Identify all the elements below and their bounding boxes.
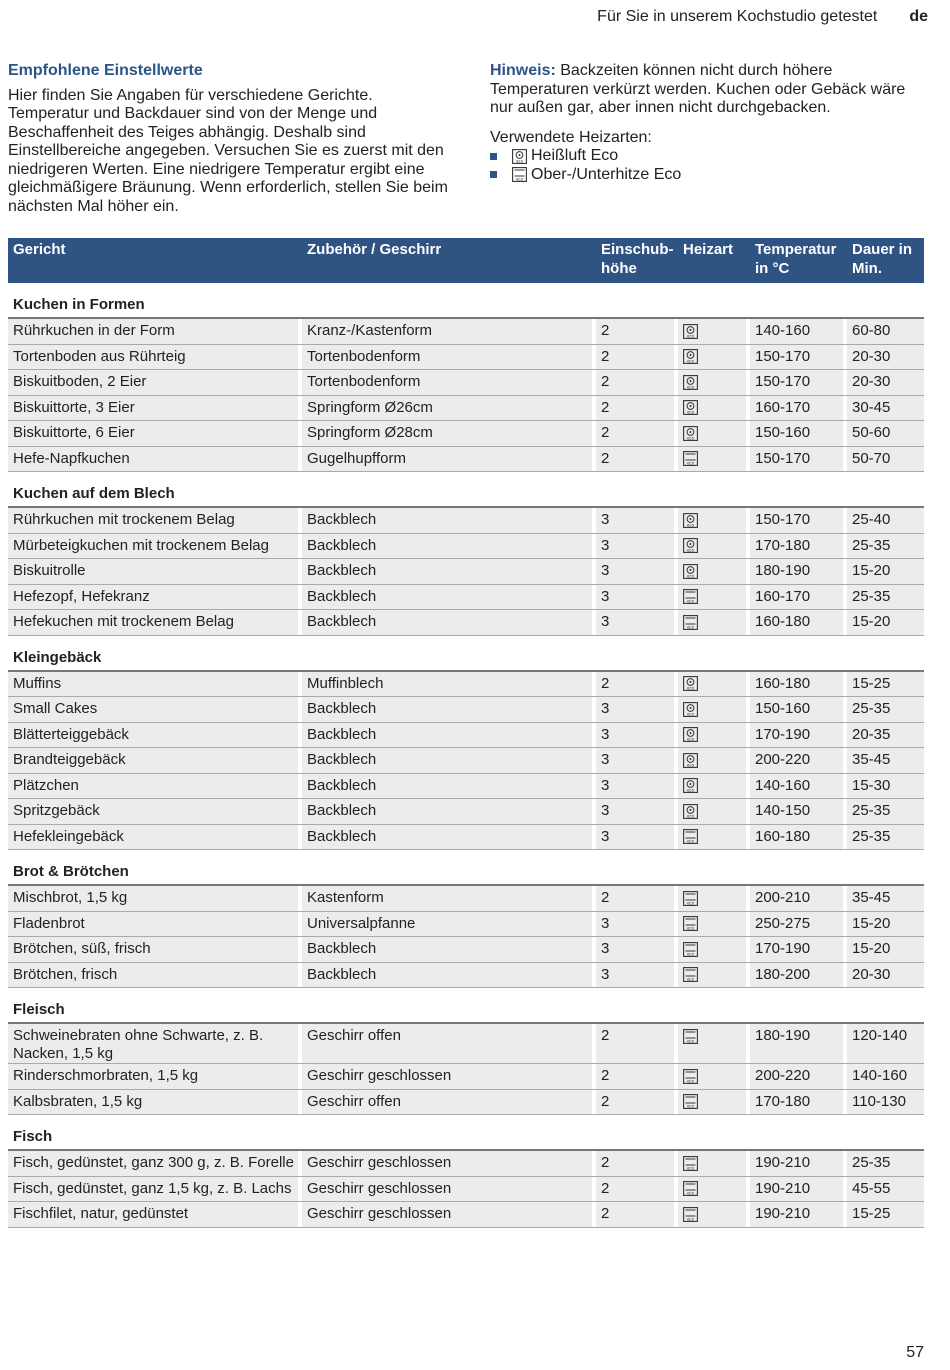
- heizart-cell: [678, 748, 750, 773]
- gericht-cell: Biskuitboden, 2 Eier: [8, 370, 302, 395]
- section-title: Kuchen auf dem Blech: [8, 472, 924, 508]
- zubehoer-cell: Geschirr geschlossen: [302, 1202, 596, 1227]
- heissluft-eco-icon: [683, 400, 698, 415]
- heissluft-eco-icon: [683, 349, 698, 364]
- dauer-cell: 20-30: [847, 370, 924, 395]
- table-row: [8, 697, 924, 723]
- svg-text:eco: eco: [686, 787, 695, 793]
- ober-unterhitze-eco-icon: [683, 829, 698, 844]
- zubehoer-cell: Geschirr geschlossen: [302, 1151, 596, 1176]
- einschub-cell: 2: [596, 345, 678, 370]
- gericht-cell: Brötchen, süß, frisch: [8, 937, 302, 962]
- temperatur-cell: 170-180: [750, 1090, 847, 1115]
- heissluft-eco-icon: [683, 727, 698, 742]
- heizart-cell: [678, 1064, 750, 1089]
- heizart-cell: [678, 963, 750, 988]
- einschub-cell: 2: [596, 672, 678, 697]
- svg-text:eco: eco: [686, 547, 695, 553]
- temperatur-cell: 170-180: [750, 534, 847, 559]
- table-row: [8, 937, 924, 963]
- heating-mode-item: [490, 166, 930, 185]
- heizart-cell: [678, 723, 750, 748]
- gericht-cell: Hefe-Napfkuchen: [8, 447, 302, 472]
- ober-unterhitze-eco-icon: [683, 1094, 698, 1109]
- dauer-cell: 120-140: [847, 1024, 924, 1063]
- table-row: [8, 1177, 924, 1203]
- gericht-cell: Rührkuchen in der Form: [8, 319, 302, 344]
- temperatur-cell: 140-160: [750, 774, 847, 799]
- section-title: Fisch: [8, 1115, 924, 1151]
- temperatur-cell: 170-190: [750, 723, 847, 748]
- temperatur-cell: 150-160: [750, 421, 847, 446]
- einschub-cell: 3: [596, 799, 678, 824]
- dauer-cell: 25-35: [847, 799, 924, 824]
- heizart-cell: [678, 937, 750, 962]
- svg-text:eco: eco: [686, 1216, 695, 1222]
- bullet-icon: [490, 153, 497, 160]
- svg-text:eco: eco: [686, 1078, 695, 1084]
- dauer-cell: 20-30: [847, 963, 924, 988]
- section-title: Kuchen in Formen: [8, 283, 924, 319]
- temperatur-cell: 150-170: [750, 345, 847, 370]
- dauer-cell: 25-35: [847, 825, 924, 850]
- svg-text:eco: eco: [686, 1165, 695, 1171]
- zubehoer-cell: Geschirr geschlossen: [302, 1064, 596, 1089]
- einschub-cell: 3: [596, 723, 678, 748]
- heizart-cell: [678, 396, 750, 421]
- page-number: 57: [906, 1344, 924, 1361]
- gericht-cell: Fisch, gedünstet, ganz 1,5 kg, z. B. Lachs: [8, 1177, 302, 1202]
- intro-heading: Empfohlene Einstellwerte: [8, 62, 203, 79]
- table-row: [8, 1024, 924, 1064]
- gericht-cell: Brandteiggebäck: [8, 748, 302, 773]
- temperatur-cell: 160-170: [750, 585, 847, 610]
- svg-text:eco: eco: [686, 333, 695, 339]
- svg-text:eco: eco: [686, 409, 695, 415]
- ober-unterhitze-eco-icon: [683, 1156, 698, 1171]
- temperatur-cell: 160-180: [750, 610, 847, 635]
- used-modes-label: Verwendete Heizarten:: [490, 128, 652, 146]
- table-row: [8, 396, 924, 422]
- heizart-cell: [678, 799, 750, 824]
- section-title: Brot & Brötchen: [8, 850, 924, 886]
- column-header: Zubehör / Geschirr: [307, 241, 442, 258]
- heizart-cell: [678, 319, 750, 344]
- temperatur-cell: 250-275: [750, 912, 847, 937]
- table-row: [8, 886, 924, 912]
- temperatur-cell: 200-210: [750, 886, 847, 911]
- heating-mode-label: Ober-/Unterhitze Eco: [531, 165, 682, 183]
- heissluft-eco-icon: [683, 538, 698, 553]
- svg-text:eco: eco: [686, 813, 695, 819]
- dauer-cell: 30-45: [847, 396, 924, 421]
- dauer-cell: 110-130: [847, 1090, 924, 1115]
- temperatur-cell: 190-210: [750, 1177, 847, 1202]
- gericht-cell: Hefezopf, Hefekranz: [8, 585, 302, 610]
- zubehoer-cell: Backblech: [302, 723, 596, 748]
- svg-text:eco: eco: [686, 838, 695, 844]
- heizart-cell: [678, 886, 750, 911]
- heating-mode-item: [490, 147, 930, 166]
- zubehoer-cell: Backblech: [302, 697, 596, 722]
- table-header: [8, 238, 924, 283]
- table-row: [8, 370, 924, 396]
- heizart-cell: [678, 421, 750, 446]
- heizart-cell: [678, 1177, 750, 1202]
- zubehoer-cell: Muffinblech: [302, 672, 596, 697]
- dauer-cell: 140-160: [847, 1064, 924, 1089]
- einschub-cell: 3: [596, 534, 678, 559]
- heizart-cell: [678, 825, 750, 850]
- table-row: [8, 345, 924, 371]
- temperatur-cell: 140-160: [750, 319, 847, 344]
- dauer-cell: 50-60: [847, 421, 924, 446]
- dauer-cell: 25-40: [847, 508, 924, 533]
- svg-text:eco: eco: [686, 736, 695, 742]
- temperatur-cell: 150-160: [750, 697, 847, 722]
- table-row: [8, 1151, 924, 1177]
- column-header: Einschub- höhe: [601, 241, 674, 277]
- hint-label: Hinweis:: [490, 62, 556, 79]
- svg-text:eco: eco: [686, 598, 695, 604]
- heizart-cell: [678, 1151, 750, 1176]
- heizart-cell: [678, 559, 750, 584]
- table-row: [8, 912, 924, 938]
- svg-text:eco: eco: [686, 624, 695, 630]
- ober-unterhitze-eco-icon: [683, 967, 698, 982]
- gericht-cell: Rührkuchen mit trockenem Belag: [8, 508, 302, 533]
- dauer-cell: 25-35: [847, 697, 924, 722]
- table-row: [8, 508, 924, 534]
- zubehoer-cell: Tortenbodenform: [302, 370, 596, 395]
- heizart-cell: [678, 912, 750, 937]
- temperatur-cell: 150-170: [750, 447, 847, 472]
- einschub-cell: 3: [596, 559, 678, 584]
- table-row: [8, 559, 924, 585]
- dauer-cell: 25-35: [847, 1151, 924, 1176]
- zubehoer-cell: Backblech: [302, 963, 596, 988]
- temperatur-cell: 150-170: [750, 370, 847, 395]
- gericht-cell: Small Cakes: [8, 697, 302, 722]
- svg-text:eco: eco: [686, 951, 695, 957]
- dauer-cell: 25-35: [847, 585, 924, 610]
- svg-text:eco: eco: [686, 900, 695, 906]
- table-row: [8, 723, 924, 749]
- einschub-cell: 3: [596, 774, 678, 799]
- einschub-cell: 2: [596, 396, 678, 421]
- zubehoer-cell: Springform Ø28cm: [302, 421, 596, 446]
- ober-unterhitze-eco-icon: [683, 1181, 698, 1196]
- ober-unterhitze-eco-icon: [683, 615, 698, 630]
- gericht-cell: Tortenboden aus Rührteig: [8, 345, 302, 370]
- dauer-cell: 15-25: [847, 672, 924, 697]
- einschub-cell: 2: [596, 447, 678, 472]
- table-row: [8, 799, 924, 825]
- gericht-cell: Fisch, gedünstet, ganz 300 g, z. B. Forelle: [8, 1151, 302, 1176]
- heizart-cell: [678, 697, 750, 722]
- svg-text:eco: eco: [686, 685, 695, 691]
- gericht-cell: Biskuittorte, 6 Eier: [8, 421, 302, 446]
- zubehoer-cell: Kastenform: [302, 886, 596, 911]
- zubehoer-cell: Backblech: [302, 774, 596, 799]
- svg-text:eco: eco: [515, 158, 524, 164]
- gericht-cell: Spritzgebäck: [8, 799, 302, 824]
- gericht-cell: Biskuittorte, 3 Eier: [8, 396, 302, 421]
- einschub-cell: 3: [596, 963, 678, 988]
- dauer-cell: 25-35: [847, 534, 924, 559]
- dauer-cell: 15-20: [847, 559, 924, 584]
- heissluft-eco-icon: [683, 513, 698, 528]
- einschub-cell: 2: [596, 1090, 678, 1115]
- heissluft-eco-icon: [683, 426, 698, 441]
- ober-unterhitze-eco-icon: [683, 451, 698, 466]
- zubehoer-cell: Backblech: [302, 559, 596, 584]
- dauer-cell: 20-30: [847, 345, 924, 370]
- svg-text:eco: eco: [686, 522, 695, 528]
- svg-text:eco: eco: [686, 711, 695, 717]
- zubehoer-cell: Tortenbodenform: [302, 345, 596, 370]
- zubehoer-cell: Geschirr offen: [302, 1024, 596, 1063]
- table-row: [8, 421, 924, 447]
- language-tag: de: [909, 8, 928, 25]
- einschub-cell: 3: [596, 937, 678, 962]
- gericht-cell: Kalbsbraten, 1,5 kg: [8, 1090, 302, 1115]
- ober-unterhitze-eco-icon: [683, 1069, 698, 1084]
- einschub-cell: 2: [596, 319, 678, 344]
- heissluft-eco-icon: [683, 324, 698, 339]
- temperatur-cell: 180-190: [750, 1024, 847, 1063]
- table-row: [8, 963, 924, 989]
- settings-table: [8, 238, 924, 1228]
- svg-text:eco: eco: [686, 1190, 695, 1196]
- temperatur-cell: 190-210: [750, 1151, 847, 1176]
- heizart-cell: [678, 1202, 750, 1227]
- dauer-cell: 50-70: [847, 447, 924, 472]
- heissluft-eco-icon: [683, 676, 698, 691]
- heizart-cell: [678, 585, 750, 610]
- heissluft-eco-icon: [683, 564, 698, 579]
- dauer-cell: 35-45: [847, 886, 924, 911]
- svg-text:eco: eco: [686, 762, 695, 768]
- heating-mode-label: Heißluft Eco: [531, 147, 619, 164]
- hint-section: [490, 62, 930, 184]
- heating-modes-list: [490, 147, 930, 184]
- column-header: Heizart: [683, 241, 734, 258]
- temperatur-cell: 190-210: [750, 1202, 847, 1227]
- einschub-cell: 3: [596, 912, 678, 937]
- svg-text:eco: eco: [515, 176, 524, 182]
- heizart-cell: [678, 1090, 750, 1115]
- ober-unterhitze-eco-icon: [683, 1029, 698, 1044]
- heissluft-eco-icon: [683, 753, 698, 768]
- ober-unterhitze-eco-icon: [683, 891, 698, 906]
- dauer-cell: 60-80: [847, 319, 924, 344]
- heizart-cell: [678, 508, 750, 533]
- dauer-cell: 15-25: [847, 1202, 924, 1227]
- svg-text:eco: eco: [686, 925, 695, 931]
- svg-text:eco: eco: [686, 976, 695, 982]
- hint-paragraph: [490, 62, 930, 118]
- temperatur-cell: 160-170: [750, 396, 847, 421]
- zubehoer-cell: Geschirr offen: [302, 1090, 596, 1115]
- ober-unterhitze-eco-icon: [683, 1207, 698, 1222]
- einschub-cell: 2: [596, 370, 678, 395]
- svg-text:eco: eco: [686, 1103, 695, 1109]
- table-row: [8, 672, 924, 698]
- page-header: [597, 8, 928, 26]
- ober-unterhitze-eco-icon: [683, 916, 698, 931]
- einschub-cell: 3: [596, 610, 678, 635]
- table-row: [8, 774, 924, 800]
- einschub-cell: 2: [596, 1151, 678, 1176]
- temperatur-cell: 200-220: [750, 748, 847, 773]
- ober-unterhitze-eco-icon: [683, 589, 698, 604]
- einschub-cell: 2: [596, 886, 678, 911]
- column-header: Temperatur in °C: [755, 241, 837, 277]
- table-row: [8, 1064, 924, 1090]
- dauer-cell: 15-20: [847, 610, 924, 635]
- zubehoer-cell: Backblech: [302, 534, 596, 559]
- zubehoer-cell: Backblech: [302, 508, 596, 533]
- svg-text:eco: eco: [686, 358, 695, 364]
- ober-unterhitze-eco-icon: [683, 942, 698, 957]
- table-row: [8, 610, 924, 636]
- gericht-cell: Brötchen, frisch: [8, 963, 302, 988]
- einschub-cell: 3: [596, 508, 678, 533]
- einschub-cell: 2: [596, 1064, 678, 1089]
- heizart-cell: [678, 447, 750, 472]
- column-header: Gericht: [13, 241, 66, 258]
- zubehoer-cell: Universalpfanne: [302, 912, 596, 937]
- gericht-cell: Plätzchen: [8, 774, 302, 799]
- table-row: [8, 1090, 924, 1116]
- gericht-cell: Fischfilet, natur, gedünstet: [8, 1202, 302, 1227]
- table-row: [8, 585, 924, 611]
- dauer-cell: 15-30: [847, 774, 924, 799]
- heizart-cell: [678, 774, 750, 799]
- zubehoer-cell: Backblech: [302, 825, 596, 850]
- zubehoer-cell: Backblech: [302, 585, 596, 610]
- dauer-cell: 20-35: [847, 723, 924, 748]
- zubehoer-cell: Geschirr geschlossen: [302, 1177, 596, 1202]
- zubehoer-cell: Backblech: [302, 937, 596, 962]
- svg-text:eco: eco: [686, 1038, 695, 1044]
- temperatur-cell: 150-170: [750, 508, 847, 533]
- intro-text: Hier finden Sie Angaben für verschiedene Gerichte. Temperatur und Backdauer sind von der Menge und Beschaffenheit des Teiges abhängig. Deshalb sind Einstellbereiche angegeben. Versuchen Sie es zuerst mit den niedrigeren Werten. Eine niedrigere Temperatur ergibt eine gleichmäßigere Bräunung. Wenn erforderlich, stellen Sie beim nächsten Mal höher ein.: [8, 86, 448, 215]
- zubehoer-cell: Springform Ø26cm: [302, 396, 596, 421]
- table-row: [8, 748, 924, 774]
- einschub-cell: 2: [596, 1177, 678, 1202]
- temperatur-cell: 180-190: [750, 559, 847, 584]
- temperatur-cell: 140-150: [750, 799, 847, 824]
- table-row: [8, 447, 924, 473]
- intro-section: [8, 62, 448, 216]
- section-title: Kleingebäck: [8, 636, 924, 672]
- table-row: [8, 534, 924, 560]
- table-row: [8, 1202, 924, 1228]
- gericht-cell: Muffins: [8, 672, 302, 697]
- column-header: Dauer in Min.: [852, 241, 913, 277]
- gericht-cell: Rinderschmorbraten, 1,5 kg: [8, 1064, 302, 1089]
- gericht-cell: Schweinebraten ohne Schwarte, z. B. Nacken, 1,5 kg: [8, 1024, 302, 1063]
- temperatur-cell: 160-180: [750, 825, 847, 850]
- zubehoer-cell: Backblech: [302, 799, 596, 824]
- temperatur-cell: 200-220: [750, 1064, 847, 1089]
- table-row: [8, 319, 924, 345]
- zubehoer-cell: Kranz-/Kastenform: [302, 319, 596, 344]
- svg-text:eco: eco: [686, 384, 695, 390]
- dauer-cell: 45-55: [847, 1177, 924, 1202]
- heizart-cell: [678, 534, 750, 559]
- einschub-cell: 3: [596, 697, 678, 722]
- heissluft-eco-icon: [683, 778, 698, 793]
- table-row: [8, 825, 924, 851]
- einschub-cell: 3: [596, 585, 678, 610]
- zubehoer-cell: Backblech: [302, 748, 596, 773]
- gericht-cell: Biskuitrolle: [8, 559, 302, 584]
- gericht-cell: Fladenbrot: [8, 912, 302, 937]
- zubehoer-cell: Backblech: [302, 610, 596, 635]
- einschub-cell: 3: [596, 748, 678, 773]
- bullet-icon: [490, 171, 497, 178]
- heizart-cell: [678, 1024, 750, 1063]
- einschub-cell: 2: [596, 1202, 678, 1227]
- heizart-cell: [678, 672, 750, 697]
- einschub-cell: 3: [596, 825, 678, 850]
- temperatur-cell: 160-180: [750, 672, 847, 697]
- svg-text:eco: eco: [686, 435, 695, 441]
- heissluft-eco-icon: [512, 149, 527, 164]
- gericht-cell: Hefekuchen mit trockenem Belag: [8, 610, 302, 635]
- temperatur-cell: 170-190: [750, 937, 847, 962]
- zubehoer-cell: Gugelhupfform: [302, 447, 596, 472]
- table-body: [8, 283, 924, 1228]
- dauer-cell: 35-45: [847, 748, 924, 773]
- gericht-cell: Blätterteiggebäck: [8, 723, 302, 748]
- heizart-cell: [678, 370, 750, 395]
- einschub-cell: 2: [596, 1024, 678, 1063]
- gericht-cell: Mürbeteigkuchen mit trockenem Belag: [8, 534, 302, 559]
- heissluft-eco-icon: [683, 375, 698, 390]
- svg-text:eco: eco: [686, 573, 695, 579]
- ober-unterhitze-eco-icon: [512, 167, 527, 182]
- gericht-cell: Mischbrot, 1,5 kg: [8, 886, 302, 911]
- hint-text: Backzeiten können nicht durch höhere Temperaturen verkürzt werden. Kuchen oder Gebäck wäre nur außen gar, aber innen nicht durchgebacken.: [490, 62, 906, 116]
- dauer-cell: 15-20: [847, 937, 924, 962]
- heissluft-eco-icon: [683, 702, 698, 717]
- einschub-cell: 2: [596, 421, 678, 446]
- temperatur-cell: 180-200: [750, 963, 847, 988]
- header-title: Für Sie in unserem Kochstudio getestet: [597, 8, 878, 25]
- section-title: Fleisch: [8, 988, 924, 1024]
- heizart-cell: [678, 345, 750, 370]
- heizart-cell: [678, 610, 750, 635]
- svg-text:eco: eco: [686, 460, 695, 466]
- gericht-cell: Hefekleingebäck: [8, 825, 302, 850]
- dauer-cell: 15-20: [847, 912, 924, 937]
- heissluft-eco-icon: [683, 804, 698, 819]
